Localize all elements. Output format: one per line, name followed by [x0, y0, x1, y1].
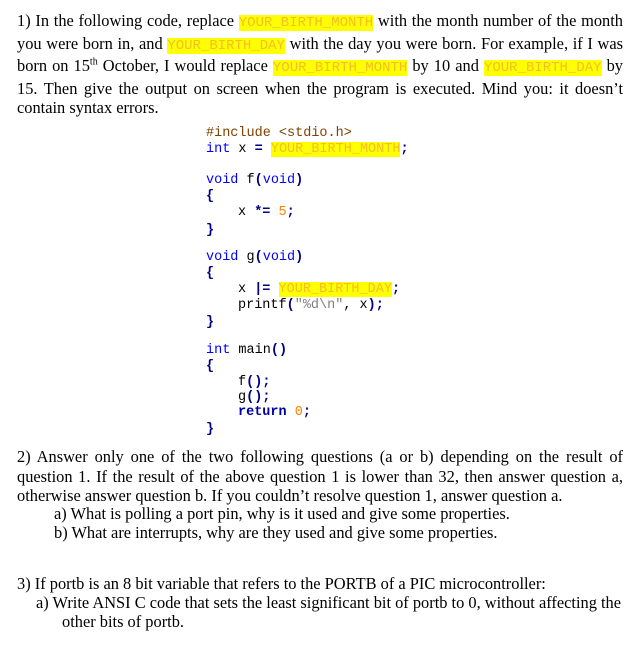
printf-call: printf	[238, 298, 287, 313]
semicolon: ;	[286, 205, 295, 220]
main-signature	[206, 343, 287, 359]
paren: )	[254, 390, 263, 405]
identifier: x	[230, 142, 255, 157]
number-literal: 0	[294, 405, 303, 420]
open-brace: {	[206, 189, 215, 204]
paren: (	[246, 375, 255, 390]
int-keyword: int	[206, 142, 231, 157]
void-keyword: void	[262, 250, 296, 265]
function-g-signature	[206, 250, 303, 266]
void-keyword: void	[262, 173, 296, 188]
semicolon: ;	[302, 405, 311, 420]
question-2b: b) What are interrupts, why are they used and give some properties.	[54, 523, 498, 542]
birth-day-macro: YOUR_BIRTH_DAY	[278, 282, 392, 297]
paren: (	[246, 390, 255, 405]
semicolon: ;	[375, 298, 384, 313]
operator: =	[254, 142, 263, 157]
function-f-signature	[206, 173, 303, 189]
question-1-text	[17, 11, 623, 118]
paren: )	[295, 173, 304, 188]
open-brace: {	[206, 266, 215, 281]
code-listing	[206, 126, 466, 452]
q1-text-part: October, I would replace	[97, 56, 273, 76]
birth-month-macro: YOUR_BIRTH_MONTH	[270, 142, 401, 157]
paren: )	[278, 343, 288, 358]
identifier: x	[238, 205, 255, 220]
return-keyword: return	[238, 405, 287, 420]
function-name: main	[230, 343, 271, 358]
function-name: f	[238, 173, 255, 188]
birth-month-placeholder: YOUR_BIRTH_MONTH	[272, 60, 408, 77]
return-line	[238, 405, 311, 421]
semicolon: ;	[262, 375, 271, 390]
operator: |=	[254, 282, 271, 297]
question-2a: a) What is polling a port pin, why is it used and give some properties.	[54, 504, 510, 523]
function-name: g	[238, 250, 255, 265]
birth-month-placeholder: YOUR_BIRTH_MONTH	[238, 15, 374, 31]
include-line: #include <stdio.h>	[206, 126, 352, 141]
paren: (	[254, 250, 263, 265]
q1-text-part: 1) In the following code, replace	[17, 11, 239, 30]
question-3a-continued: other bits of portb.	[62, 612, 185, 631]
ordinal-suffix: th	[89, 56, 98, 68]
question-3-text: 3) If portb is an 8 bit variable that refers to the PORTB of a PIC microcontroller:	[17, 574, 546, 593]
paren: (	[254, 173, 263, 188]
birth-day-placeholder: YOUR_BIRTH_DAY	[483, 60, 602, 77]
global-declaration-line	[206, 142, 409, 158]
question-2-text: 2) Answer only one of the two following questions (a or b) depending on the result of question 1. If the result of the above question 1 is lower than 32, then answer question a, otherwise answer question b. If you couldn’t resolve question 1, answer question a.	[17, 447, 623, 506]
void-keyword: void	[206, 173, 239, 188]
call-g-line	[238, 390, 270, 406]
close-brace: }	[206, 422, 215, 437]
question-3a: a) Write ANSI C code that sets the least significant bit of portb to 0, without affecting the	[36, 593, 622, 612]
q1-text-part: by 15. Then give the output on screen when the program is executed. Mind you: it doesn’t contain syntax errors.	[17, 56, 623, 118]
paren: (	[270, 343, 279, 358]
semicolon: ;	[391, 282, 401, 297]
open-brace: {	[206, 359, 215, 374]
paren: )	[254, 375, 263, 390]
q1-text-part: with the month number of the month you were born in, and	[17, 11, 623, 53]
close-brace: }	[206, 223, 215, 238]
void-keyword: void	[206, 250, 239, 265]
paren: )	[367, 298, 376, 313]
semicolon: ;	[262, 390, 271, 405]
format-string: "%d\n"	[294, 298, 344, 313]
q1-text-part: by 10 and	[407, 56, 484, 76]
paren: )	[295, 250, 304, 265]
number-literal: 5	[278, 205, 287, 220]
birth-day-placeholder: YOUR_BIRTH_DAY	[167, 37, 285, 54]
function-call: f	[238, 375, 247, 390]
printf-line	[238, 298, 384, 314]
int-keyword: int	[206, 343, 231, 358]
function-call: g	[238, 390, 247, 405]
call-f-line	[238, 375, 270, 391]
close-brace: }	[206, 315, 215, 330]
paren: (	[286, 298, 295, 313]
multiply-assign-line	[238, 205, 295, 221]
or-assign-line	[238, 282, 400, 298]
operator: *=	[254, 205, 271, 220]
q1-text-part: with the day you were born. For example, if I was born on 15	[17, 33, 623, 76]
identifier: x	[238, 282, 255, 297]
semicolon: ;	[400, 142, 409, 157]
identifier: , x	[343, 298, 368, 313]
